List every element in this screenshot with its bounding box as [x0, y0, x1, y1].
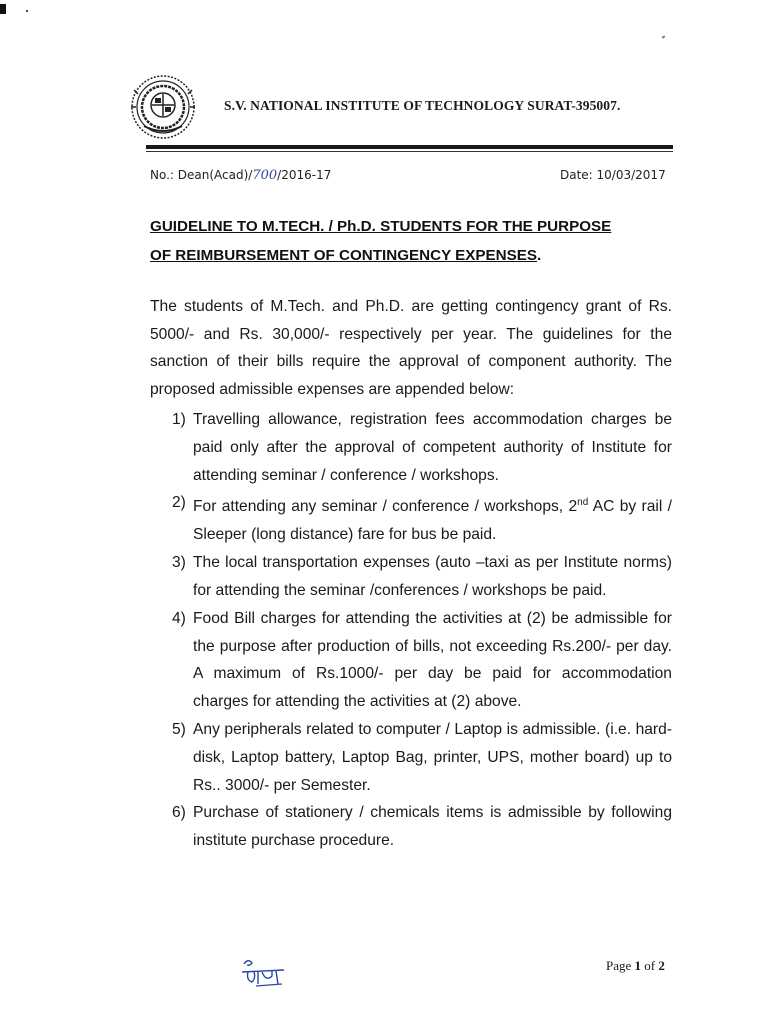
reference-suffix: /2016-17	[277, 168, 332, 182]
list-item	[172, 549, 672, 605]
institute-name: S.V. NATIONAL INSTITUTE OF TECHNOLOGY SURAT-395007.	[224, 98, 621, 113]
item-text: Travelling allowance, registration fees accommodation charges be paid only after the approval of competent authority of Institute for attending seminar / conference / workshops.	[193, 411, 672, 484]
ordinal-suffix: nd	[577, 497, 589, 509]
title-line-2: OF REIMBURSEMENT OF CONTINGENCY EXPENSES	[150, 247, 538, 264]
list-item	[172, 489, 672, 549]
page-number	[606, 958, 665, 974]
item-text: Food Bill charges for attending the activities at (2) be admissible for the purpose after production of bills, not exceeding Rs.200/- per day. A maximum of Rs.1000/- per day be paid for accommodation charges for attending the activities at (2) above.	[193, 609, 672, 711]
header-divider	[146, 151, 673, 152]
list-item	[172, 406, 672, 489]
intro-paragraph: The students of M.Tech. and Ph.D. are getting contingency grant of Rs. 5000/- and Rs. 30,000/- respectively per year. The guidelines for the sanction of their bills require the approval of component authority. The proposed admissible expenses are appended below:	[150, 298, 672, 398]
header-divider	[146, 145, 673, 149]
list-item	[172, 605, 672, 716]
title-line-2-end: .	[537, 247, 542, 264]
item-text: Any peripherals related to computer / Laptop is admissible. (i.e. hard-disk, Laptop battery, Laptop Bag, printer, UPS, mother board) up to Rs.. 3000/- per Semester.	[193, 720, 672, 794]
page-of: of	[641, 958, 659, 973]
item-text	[193, 489, 672, 549]
expense-list	[172, 406, 672, 855]
item-number: 5)	[172, 720, 186, 738]
handwritten-number: 700	[252, 168, 278, 183]
document-title	[150, 212, 680, 270]
scan-artifact	[0, 4, 6, 14]
item-number: 4)	[172, 609, 186, 627]
title-line-1: GUIDELINE TO M.TECH. / Ph.D. STUDENTS FOR THE PURPOSE	[150, 218, 612, 235]
scan-artifact	[662, 35, 666, 38]
page-current: 1	[634, 958, 642, 973]
reference-prefix: No.: Dean(Acad)/	[150, 168, 253, 182]
page-label: Page	[606, 958, 635, 973]
institute-seal-icon	[130, 74, 196, 140]
item-text: Purchase of stationery / chemicals items is admissible by following institute purchase procedure.	[193, 804, 672, 850]
reference-number	[150, 168, 331, 183]
item-text: The local transportation expenses (auto –taxi as per Institute norms) for attending the seminar /conferences / workshops be paid.	[193, 554, 672, 599]
item-number: 3)	[172, 554, 186, 572]
item-number: 2)	[172, 494, 186, 512]
signature	[238, 958, 288, 988]
page-total: 2	[658, 958, 665, 973]
item-text-part: For attending any seminar / conference / workshops, 2	[193, 498, 578, 516]
document-date: Date: 10/03/2017	[560, 168, 666, 182]
item-text-part: AC by rail / Sleeper (long distance) fare for bus be paid.	[193, 498, 672, 544]
item-number: 6)	[172, 804, 186, 822]
item-number: 1)	[172, 411, 186, 428]
list-item	[172, 716, 672, 799]
scan-artifact	[26, 10, 28, 12]
list-item	[172, 799, 672, 855]
